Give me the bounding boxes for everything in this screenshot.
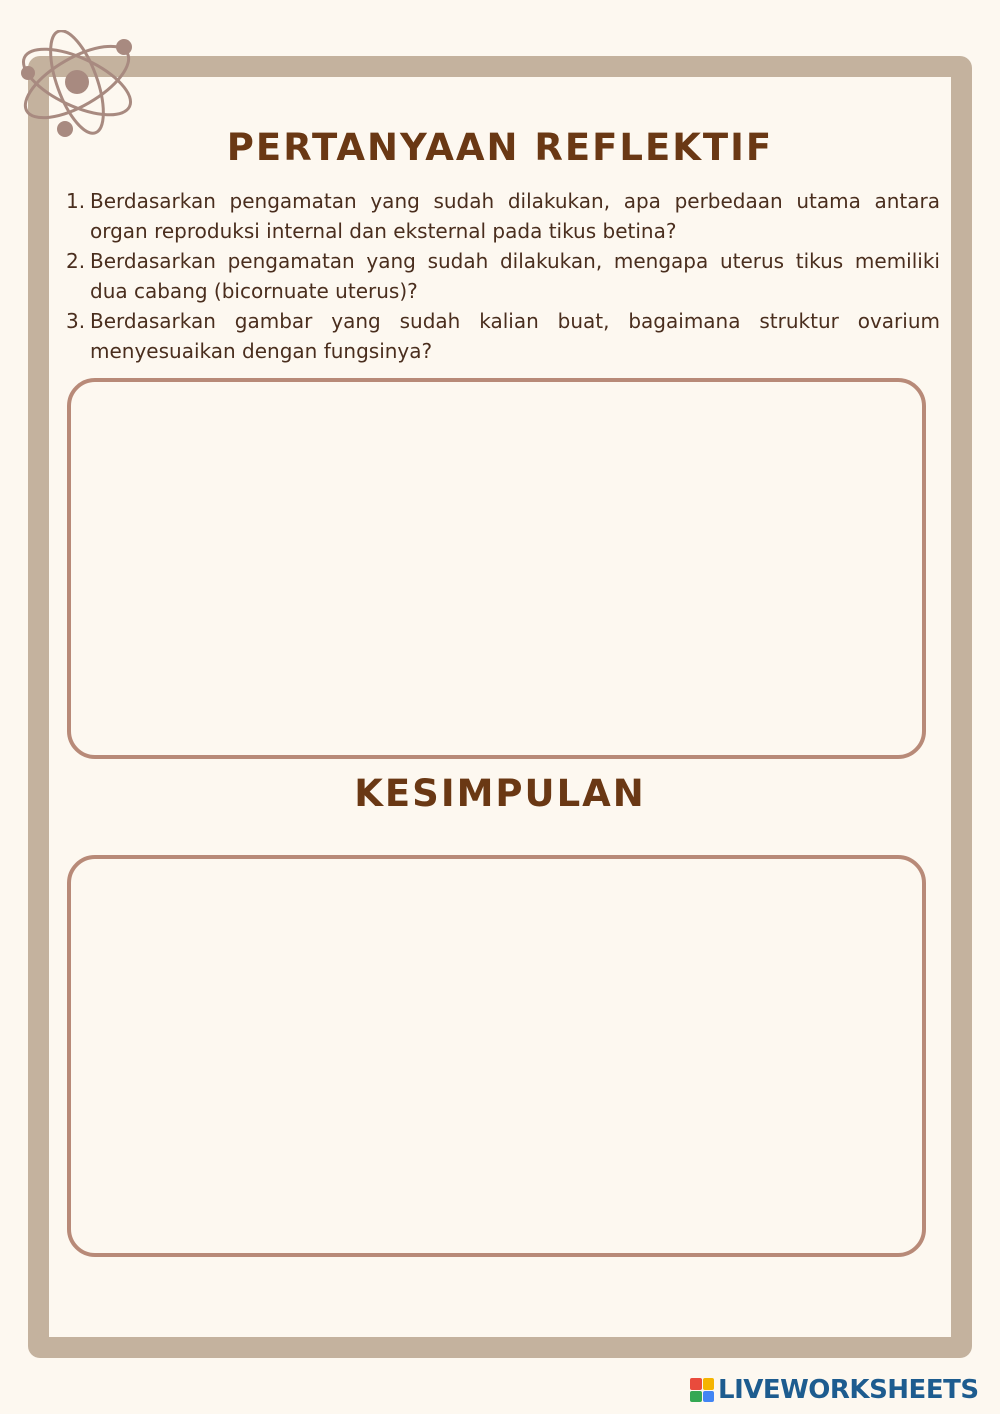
conclusion-title: KESIMPULAN — [354, 772, 646, 815]
question-number: 2. — [66, 249, 86, 273]
question-number: 3. — [66, 309, 86, 333]
question-text: Berdasarkan gambar yang sudah kalian buat, bagaimana struktur ovarium menyesuaikan dengan fungsinya? — [90, 309, 940, 363]
reflection-answer-box[interactable] — [67, 378, 926, 759]
question-item — [66, 246, 940, 306]
question-list — [66, 186, 940, 366]
question-item — [66, 306, 940, 366]
reflection-title: PERTANYAAN REFLEKTIF — [226, 126, 774, 169]
liveworksheets-logo-icon — [690, 1378, 714, 1402]
question-number: 1. — [66, 189, 86, 213]
question-text: Berdasarkan pengamatan yang sudah dilakukan, mengapa uterus tikus memiliki dua cabang (bicornuate uterus)? — [90, 249, 940, 303]
question-item — [66, 186, 940, 246]
conclusion-answer-box[interactable] — [67, 855, 926, 1257]
brand-name: LIVEWORKSHEETS — [718, 1375, 979, 1405]
liveworksheets-brand — [690, 1374, 979, 1406]
question-text: Berdasarkan pengamatan yang sudah dilakukan, apa perbedaan utama antara organ reproduksi internal dan eksternal pada tikus betina? — [90, 189, 940, 243]
